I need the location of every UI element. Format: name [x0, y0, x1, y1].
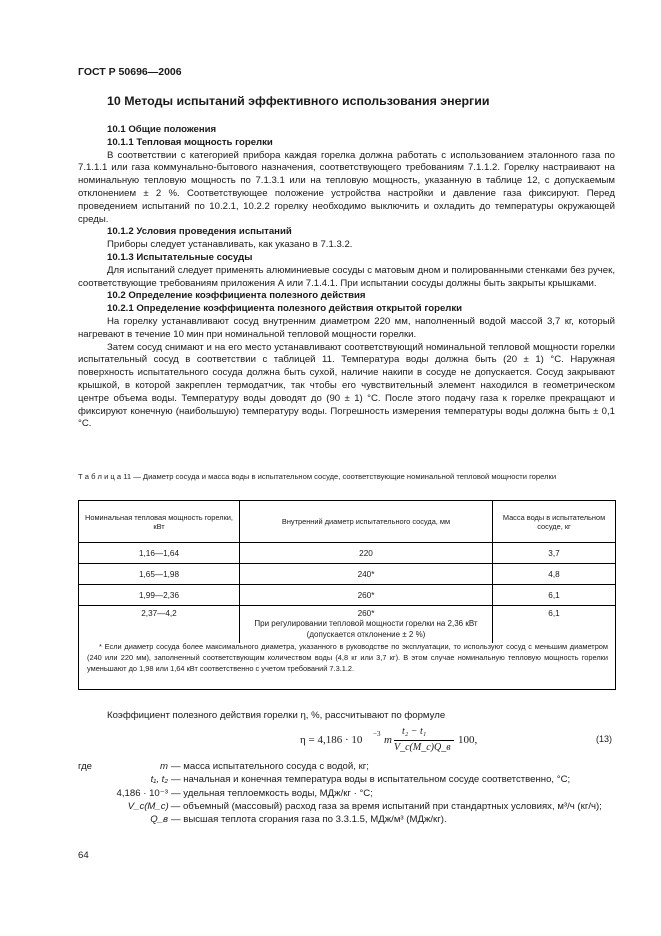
definition-text: — удельная теплоемкость воды, МДж/кг · °С; — [171, 787, 373, 799]
body-text — [78, 124, 615, 431]
definition-symbol: Q_в — [150, 814, 168, 826]
definition-row — [78, 760, 615, 773]
formula-exponent: −3 — [373, 730, 381, 738]
table-header-cell: Внутренний диаметр испытательного сосуда, мм — [240, 501, 493, 543]
table-row — [79, 585, 615, 606]
table-footnote: * Если диаметр сосуда более максимального диаметра, указанного в руководстве по эксплуатации, то используют сосуд с меньшим диаметром (240 или 220 мм), заполненный соответствующим количеством воды (4,8 кг или 3,7 кг). В этом случае номинальную тепловую мощность горелки уменьшают до 1,98 или 1,64 кВт соответственно с учетом требований 7.3.1.2. — [87, 642, 608, 673]
table-cell: 1,99—2,36 — [79, 585, 240, 606]
heading-10-1-1: 10.1.1 Тепловая мощность горелки — [107, 136, 273, 148]
definition-text: — объемный (массовый) расход газа за время испытаний при стандартных условиях, м³/ч (кг/ч); — [170, 800, 602, 812]
paragraph-10-1-2: Приборы следует устанавливать, как указано в 7.1.3.2. — [107, 239, 353, 251]
table-header-row — [79, 501, 615, 543]
spacer — [78, 773, 128, 786]
heading-10-2: 10.2 Определение коэффициента полезного действия — [107, 290, 366, 302]
paragraph-10-1-1: В соответствии с категорией прибора каждая горелка должна работать с использованием эталонного газа по 7.1.1.1 или газа коммунально-бытового назначения, соответствующего требованиям 7.1.1.2. Горелку настраивают на номинальную тепловую мощность по 7.1.3.1 или на тепловую мощность, указанную в таблице 12, с допускаемым отклонением ± 2 %. Соответствующее положение устройства настройки и давление газа фиксируют. Перед проведением испытаний по 10.2.1, 10.2.2 горелку необходимо выключить и охладить до температуры окружающей среды. — [78, 149, 615, 225]
definition-text: — масса испытательного сосуда с водой, кг; — [171, 761, 369, 772]
table-row — [79, 543, 615, 564]
definition-text: — начальная и конечная температура воды в испытательном сосуде соответственно, °С; — [171, 774, 571, 786]
definition-symbol: m — [160, 761, 168, 772]
table-grid — [79, 501, 615, 643]
table-cell: 6,1 — [493, 606, 616, 644]
table-row — [79, 606, 615, 644]
formula-tail: 100, — [458, 734, 478, 746]
page-number: 64 — [78, 850, 89, 861]
table-cell-value: 260* — [357, 609, 375, 618]
spacer — [78, 800, 128, 813]
table-cell: 3,7 — [493, 543, 616, 564]
table-header-cell: Масса воды в испытательном сосуде, кг — [493, 501, 616, 543]
definition-row — [78, 787, 615, 800]
definition-row — [78, 813, 615, 826]
spacer — [78, 813, 128, 826]
formula-lhs: η = 4,186 · 10 — [300, 734, 363, 746]
definition-row — [78, 800, 615, 813]
heading-10-1-3: 10.1.3 Испытательные сосуды — [107, 251, 253, 263]
paragraph-10-2-1-a: На горелку устанавливают сосуд внутренним диаметром 220 мм, наполненный водой массой 3,7 кг, который нагревают в течение 10 мин при номинальной тепловой мощности горелки. — [78, 315, 615, 340]
definition-text: — высшая теплота сгорания газа по 3.3.1.5, МДж/м³ (МДж/кг). — [171, 814, 447, 826]
definition-symbol: 4,186 · 10⁻³ — [116, 787, 168, 799]
formula-intro: Коэффициент полезного действия горелки η, %, рассчитывают по формуле — [107, 710, 446, 721]
formula-13 — [300, 726, 500, 756]
table-row — [79, 564, 615, 585]
definition-row — [78, 773, 615, 786]
table-cell: 1,65—1,98 — [79, 564, 240, 585]
table-header-cell: Номинальная тепловая мощность горелки, кВт — [79, 501, 240, 543]
formula-numerator: t₂ − t₁ — [402, 726, 427, 737]
paragraph-10-2-1-b: Затем сосуд снимают и на его место устанавливают соответствующий номинальной тепловой мощности горелки испытательный сосуд в соответствии с таблицей 11. Температура воды должна быть (20 ± 1) °С. Наружная поверхность испытательного сосуда должна быть сухой, наличие накипи в сосуде не допускается. Сосуд закрывают крышкой, в которой закреплен термодатчик, так чтобы его чувствительный элемент находился в геометрическом центре объема воды. Температуру воды доводят до (90 ± 1) °С. После этого подачу газа к горелке прекращают и фиксируют конечную (наибольшую) температуру воды. Погрешность измерения температуры воды должна быть ± 0,1 °С. — [78, 341, 615, 430]
table-cell: 220 — [240, 543, 493, 564]
table-cell: 6,1 — [493, 585, 616, 606]
definition-symbol: V_c(M_c) — [127, 800, 169, 812]
heading-10-1: 10.1 Общие положения — [107, 124, 217, 135]
definition-symbol: t₁, t₂ — [150, 774, 168, 786]
heading-10-2-1: 10.2.1 Определение коэффициента полезного действия открытой горелки — [107, 303, 463, 315]
table-cell: 240* — [240, 564, 493, 585]
formula-denominator: V_c(M_c)Q_в — [394, 742, 451, 753]
fraction-line — [394, 740, 454, 741]
table-cell: 4,8 — [493, 564, 616, 585]
table-cell: 260* — [240, 585, 493, 606]
paragraph-10-1-3: Для испытаний следует применять алюминиевые сосуды с матовым дном и полированными стенками без ручек, соответствующие требованиям приложения А или 7.1.4.1. При испытании сосуды должны быть закрыты крышками. — [78, 264, 615, 289]
formula-m: m — [384, 734, 392, 746]
heading-10-1-2: 10.1.2 Условия проведения испытаний — [107, 226, 292, 238]
table-11 — [78, 500, 616, 690]
table-caption: Т а б л и ц а 11 — Диаметр сосуда и масса воды в испытательном сосуде, соответствующие номинальной тепловой мощности горелки — [78, 472, 557, 481]
table-cell: 1,16—1,64 — [79, 543, 240, 564]
where-label: где — [78, 761, 93, 772]
definitions — [78, 760, 615, 826]
table-cell-note: При регулировании тепловой мощности горелки на 2,36 кВт (допускается отклонение ± 2 %) — [254, 619, 478, 639]
table-cell — [240, 606, 493, 644]
section-title: 10 Методы испытаний эффективного использования энергии — [107, 94, 490, 108]
formula-number: (13) — [596, 734, 613, 744]
document-header: ГОСТ Р 50696—2006 — [78, 66, 182, 78]
table-cell: 2,37—4,2 — [79, 606, 240, 644]
